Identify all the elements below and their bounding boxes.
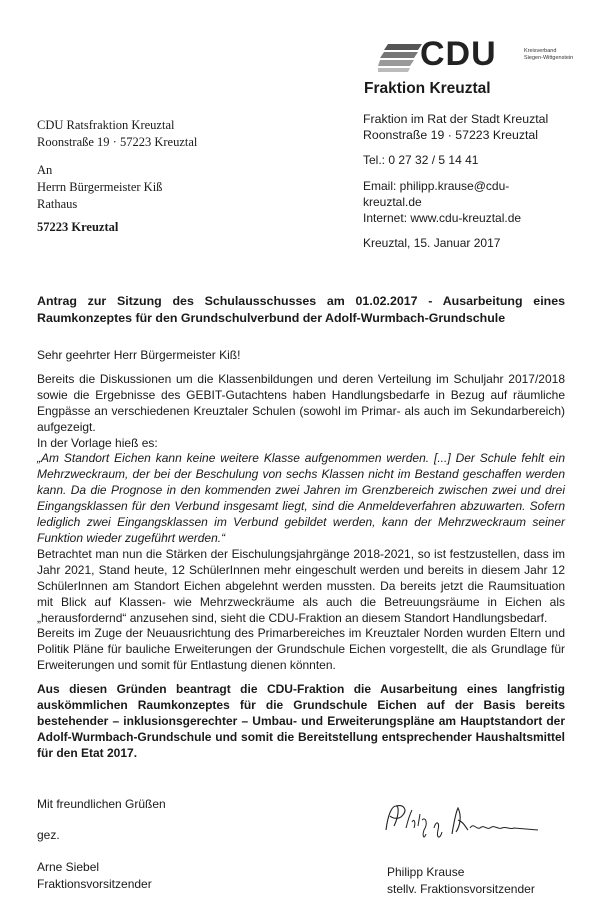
contact-line-2: Roonstraße 19 · 57223 Kreuztal: [363, 128, 538, 143]
sender-line-1: CDU Ratsfraktion Kreuztal: [37, 118, 175, 132]
closing-greeting: Mit freundlichen Grüßen: [37, 797, 166, 811]
paragraph-3: Betrachtet man nun die Stärken der Eischulungsjahrgänge 2018-2021, so ist festzustellen, dass im Jahr 2021, Stand heute, 12 SchülerInnen mehr eingeschult werden und bereits in diesem Jahr 12 SchülerInnen am Standort Eichen abgelehnt werden mussten. Da bereits jetzt die Raumsituation mit Blick auf Klassen- wie Mehrzweckräume als auch die Betreuungsräume in Eichen als „herausfordernd“ anzusehen sind, sieht die CDU-Fraktion an diesem Standort Handlungsbedarf.: [37, 546, 565, 625]
recipient-line-3: Rathaus: [37, 197, 78, 211]
signer-left-name: Arne Siebel: [37, 860, 100, 874]
letter-body: [37, 348, 565, 762]
closing-gez: gez.: [37, 828, 60, 842]
logo-stripes-icon: [378, 42, 422, 72]
logo-text: CDU: [420, 35, 497, 73]
salutation: Sehr geehrter Herr Bürgermeister Kiß!: [37, 348, 241, 362]
contact-email-1: Email: philipp.krause@cdu-: [363, 178, 510, 193]
signer-left-role: Fraktionsvorsitzender: [37, 876, 152, 891]
signer-left: [37, 859, 152, 892]
recipient-line-1: An: [37, 163, 53, 177]
letter-date: Kreuztal, 15. Januar 2017: [363, 236, 501, 251]
logo-subtext: Kreisverband Siegen-Wittgenstein: [524, 48, 574, 61]
quote-paragraph: „Am Standort Eichen kann keine weitere Klasse aufgenommen werden. [...] Der Schule fehlt ein Mehrzweckraum, der bei der Beschulung von sechs Klassen nicht im Bestand geschaffen werden kann. Da die Prognose in den kommenden zwei Jahren im Grenzbereich zwischen zwei und drei Eingangsklassen für den Verbund insgesamt liegt, sind die Anmeldeverfahren abzuwarten. Sofern lediglich zwei Eingangsklassen im Verbund gebildet werden, kann der Mehrzweckraum seiner Funktion wieder zugeführt werden.“: [37, 451, 565, 545]
handwritten-signature: [378, 800, 543, 850]
paragraph-4: Bereits im Zuge der Neuausrichtung des Primarbereiches im Kreuztaler Norden wurden Eltern und Politik Pläne für bauliche Erweiterungen der Grundschule Eichen vorgestellt, die als Grundlage für Erweiterungen und somit für Entlastung dienen könnten.: [37, 626, 565, 673]
recipient-address: [37, 162, 162, 213]
request-paragraph: Aus diesen Gründen beantragt die CDU-Fraktion die Ausarbeitung eines langfristig auskömmlichen Raumkonzeptes für die Grundschule Eichen auf der Basis bereits bestehender – inklusionsgerechter – Umbau- und Erweiterungspläne am Hauptstandort der Adolf-Wurmbach-Grundschule und somit die Bereitstellung entsprechender Haushaltsmittel für den Etat 2017.: [37, 682, 565, 760]
sender-line-2: Roonstraße 19 · 57223 Kreuztal: [37, 135, 198, 149]
recipient-line-2: Herrn Bürgermeister Kiß: [37, 180, 163, 194]
fraktion-title: Fraktion Kreuztal: [364, 80, 491, 97]
letter-subject: Antrag zur Sitzung des Schulausschusses am 01.02.2017 - Ausarbeitung eines Raumkonzeptes für den Grundschulverbund der Adolf-Wurmbach-Grundschule: [37, 294, 565, 325]
contact-tel: Tel.: 0 27 32 / 5 14 41: [363, 153, 479, 168]
signer-right: [387, 864, 535, 897]
paragraph-2: In der Vorlage hieß es:: [37, 435, 158, 450]
contact-line-1: Fraktion im Rat der Stadt Kreuztal: [363, 112, 549, 126]
signer-right-name: Philipp Krause: [387, 865, 465, 879]
signer-right-role: stellv. Fraktionsvorsitzender: [387, 881, 535, 896]
contact-block: [363, 111, 548, 251]
cdu-logo: [378, 35, 593, 74]
contact-internet: Internet: www.cdu-kreuztal.de: [363, 211, 522, 226]
recipient-city: 57223 Kreuztal: [37, 220, 119, 234]
sender-address: [37, 117, 197, 151]
contact-email-2: kreuztal.de: [363, 194, 422, 209]
paragraph-1: Bereits die Diskussionen um die Klassenbildungen und deren Verteilung im Schuljahr 2017/2018 sowie die Ergebnisse des GEBIT-Gutachtens haben Handlungsbedarfe in Bezug auf räumliche Engpässe an verschiedenen Kreuztaler Schulen (sowohl im Primar- als auch im Sekundarbereich) aufgezeigt.: [37, 371, 565, 434]
